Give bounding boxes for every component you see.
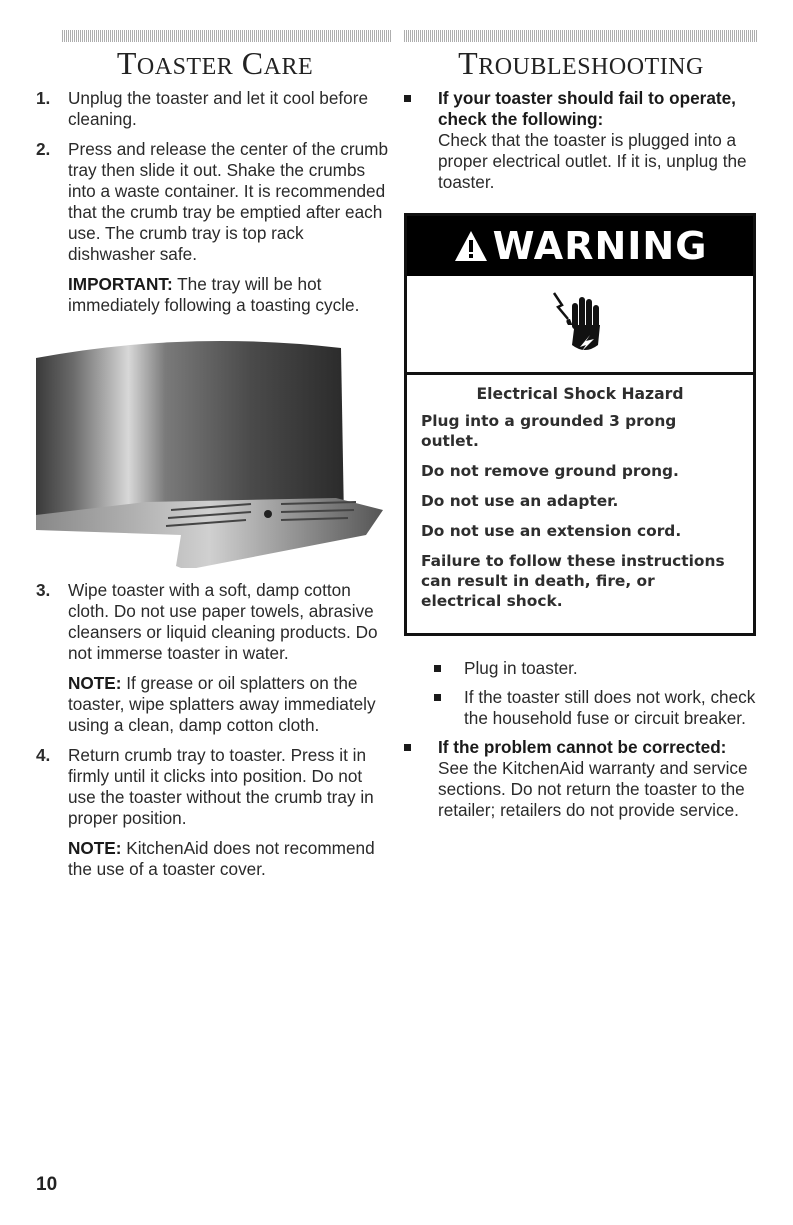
warning-line: Do not remove ground prong. xyxy=(421,462,679,480)
care-step-note: NOTE: If grease or oil splatters on the toaster, wipe splatters away immediately using a clean, damp cotton cloth. xyxy=(68,673,376,735)
care-step-4: 4. Return crumb tray to toaster. Press it in firmly until it clicks into position. Do not use the toaster without the crumb tray in proper position. NOTE: KitchenAid does not recommend the use of a toaster cover. xyxy=(36,745,394,880)
warning-triangle-icon xyxy=(453,229,489,263)
warning-line: Do not use an extension cord. xyxy=(421,522,682,540)
trouble-item-2: If the problem cannot be corrected: See the KitchenAid warranty and service sections. Do not return the toaster to the retailer; retailers do not provide service. xyxy=(404,737,758,821)
care-step-note: IMPORTANT: The tray will be hot immediately following a toasting cycle. xyxy=(68,274,360,315)
care-step-3: 3. Wipe toaster with a soft, damp cotton cloth. Do not use paper towels, abrasive cleansers or liquid cleaning products. Do not immerse toaster in water. NOTE: If grease or oil splatters on the toaster, wipe splatters away immediately using a clean, damp cotton cloth. xyxy=(36,580,394,736)
toaster-care-heading: TOASTER CARE xyxy=(116,45,314,81)
warning-word: WARNING xyxy=(492,224,708,268)
warning-line: Failure to follow these instructions can result in death, fire, or electrical shock. xyxy=(421,552,725,610)
care-step-note: NOTE: KitchenAid does not recommend the use of a toaster cover. xyxy=(68,838,375,879)
bullet-icon xyxy=(404,744,411,751)
warning-header xyxy=(407,216,753,276)
warning-box xyxy=(404,213,756,636)
crumb-tray-photo xyxy=(36,330,383,568)
warning-line: Do not use an adapter. xyxy=(421,492,619,510)
heading-rule xyxy=(404,30,758,42)
care-step-2: 2. Press and release the center of the crumb tray then slide it out. Shake the crumbs into a waste container. It is recommended that the crumb tray be emptied after each use. The crumb tray is top rack dishwasher safe. IMPORTANT: The tray will be hot immediately following a toasting cycle. xyxy=(36,139,394,316)
troubleshooting-heading: TROUBLESHOOTING xyxy=(458,45,704,81)
troubleshooting-section xyxy=(404,30,758,829)
care-steps-list xyxy=(36,88,394,316)
care-step-text: Return crumb tray to toaster. Press it in firmly until it clicks into position. Do not use the toaster without the crumb tray in proper position. xyxy=(68,745,374,828)
care-step-text: Wipe toaster with a soft, damp cotton cloth. Do not use paper towels, abrasive cleansers or liquid cleaning products. Do not immerse toaster in water. xyxy=(68,580,378,663)
trouble-item-1: If your toaster should fail to operate, check the following: Check that the toaster is plugged into a proper electrical outlet. If it is, unplug the toaster. xyxy=(404,88,758,193)
page-number: 10 xyxy=(36,1174,58,1195)
toaster-care-section xyxy=(36,30,394,889)
bullet-icon xyxy=(434,665,441,672)
warning-text xyxy=(407,375,753,633)
bullet-icon xyxy=(434,694,441,701)
care-step-text: Unplug the toaster and let it cool before cleaning. xyxy=(68,88,369,129)
warning-icon-area xyxy=(407,276,753,375)
bullet-icon xyxy=(404,95,411,102)
electrical-shock-hand-icon xyxy=(550,289,610,359)
care-step-text: Press and release the center of the crumb tray then slide it out. Shake the crumbs into a waste container. It is recommended that the crumb tray be emptied after each use. The crumb tray is top rack dishwasher safe. xyxy=(68,139,389,264)
heading-rule xyxy=(62,30,392,42)
hazard-title: Electrical Shock Hazard xyxy=(476,385,684,403)
trouble-sub-item-1: Plug in toaster. xyxy=(434,658,758,679)
trouble-sub-item-2: If the toaster still does not work, check the household fuse or circuit breaker. xyxy=(434,687,758,729)
trouble-sub-items xyxy=(434,658,758,729)
warning-line: Plug into a grounded 3 prong outlet. xyxy=(421,412,677,450)
care-steps-list-continued xyxy=(36,580,394,880)
care-step-1: 1. Unplug the toaster and let it cool before cleaning. xyxy=(36,88,394,130)
